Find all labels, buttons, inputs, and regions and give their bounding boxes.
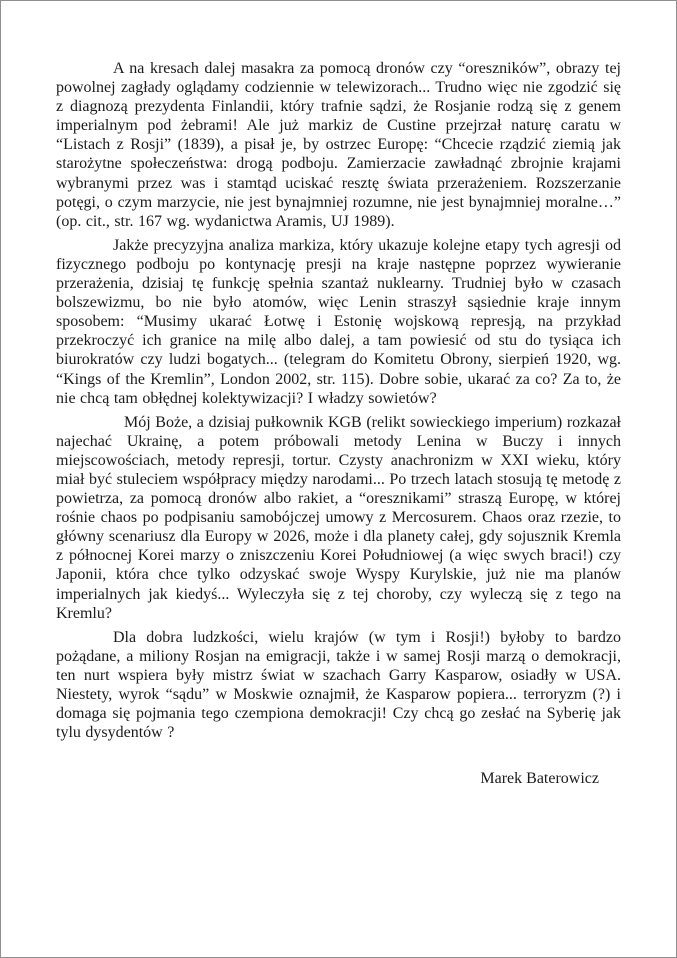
author-signature: Marek Baterowicz [480,770,599,788]
paragraph-2: Jakże precyzyjna analiza markiza, który ukazuje kolejne etapy tych agresji od fizycznego podboju po kontynację presji na kraje następne poprzez wywieranie przerażenia, dzisiaj tę funkcję spełnia szantaż nuklearny. Trudniej było w czasach bolszewizmu, bo nie było atomów, więc Lenin straszył sąsiednie kraje innym sposobem: “Musimy ukarać Łotwę i Estonię wojskową represją, na przykład przekroczyć ich granice na milę albo dalej, a tam powiesić od stu do tysiąca ich biurokratów czy ludzi bogatych... (telegram do Komitetu Obrony, sierpień 1920, wg. “Kings of the Kremlin”, London 2002, str. 115). Dobre sobie, ukarać za co? Za to, że nie chcą tam obłędnej kolektywizacji? I władzy sowietów? [56,236,621,407]
paragraph-4: Dla dobra ludzkości, wielu krajów (w tym i Rosji!) byłoby to bardzo pożądane, a miliony Rosjan na emigracji, także i w samej Rosji marzą o demokracji, ten nurt wspiera były mistrz świat w szachach Garry Kasparow, osiadły w USA. Niestety, wyrok “sądu” w Moskwie oznajmił, że Kasparow popiera... terroryzm (?) i domaga się pojmania tego czempiona demokracji! Czy chcą go zesłać na Syberię jak tylu dysydentów ? [56,628,621,742]
paragraph-3: Mój Boże, a dzisiaj pułkownik KGB (relikt sowieckiego imperium) rozkazał najechać Ukrainę, a potem próbowali metody Lenina w Buczy i innych miejscowościach, metody represji, tortur. Czysty anachronizm w XXI wieku, który miał być stuleciem współpracy między narodami... Po trzech latach stosują tę metodę z powietrza, za pomocą dronów albo rakiet, a “oresznikami” straszą Europę, w której rośnie chaos po podpisaniu samobójczej umowy z Mercosurem. Chaos oraz rzezie, to główny scenariusz dla Europy w 2026, może i dla planety całej, gdy sojusznik Kremla z północnej Korei marzy o zniszczeniu Korei Południowej (a więc swych braci!) czy Japonii, która chce tylko odzyskać swoje Wyspy Kurylskie, już nie ma planów imperialnych jak kiedyś... Wyleczyła się z tej choroby, czy wyleczą się z tego na Kremlu? [56,413,621,622]
paragraph-1: A na kresach dalej masakra za pomocą dronów czy “oreszników”, obrazy tej powolnej zagłady oglądamy codziennie w telewizorach... Trudno więc nie zgodzić się z diagnozą prezydenta Finlandii, który trafnie sądzi, że Rosjanie rodzą się z genem imperialnym pod żebrami! Ale już markiz de Custine przejrzał naturę caratu w “Listach z Rosji” (1839), a pisał je, by ostrzec Europę: “Chcecie rządzić ziemią jak starożytne społeczeństwa: drogą podboju. Zamierzacie zawładnąć zbrojnie krajami wybranymi przez was i stamtąd uciskać resztę świata przerażeniem. Rozszerzanie potęgi, o czym marzycie, nie jest bynajmniej rozumne, nie jest bynajmniej moralne…” (op. cit., str. 167 wg. wydanictwa Aramis, UJ 1989). [56,60,621,230]
document-body [56,59,621,742]
